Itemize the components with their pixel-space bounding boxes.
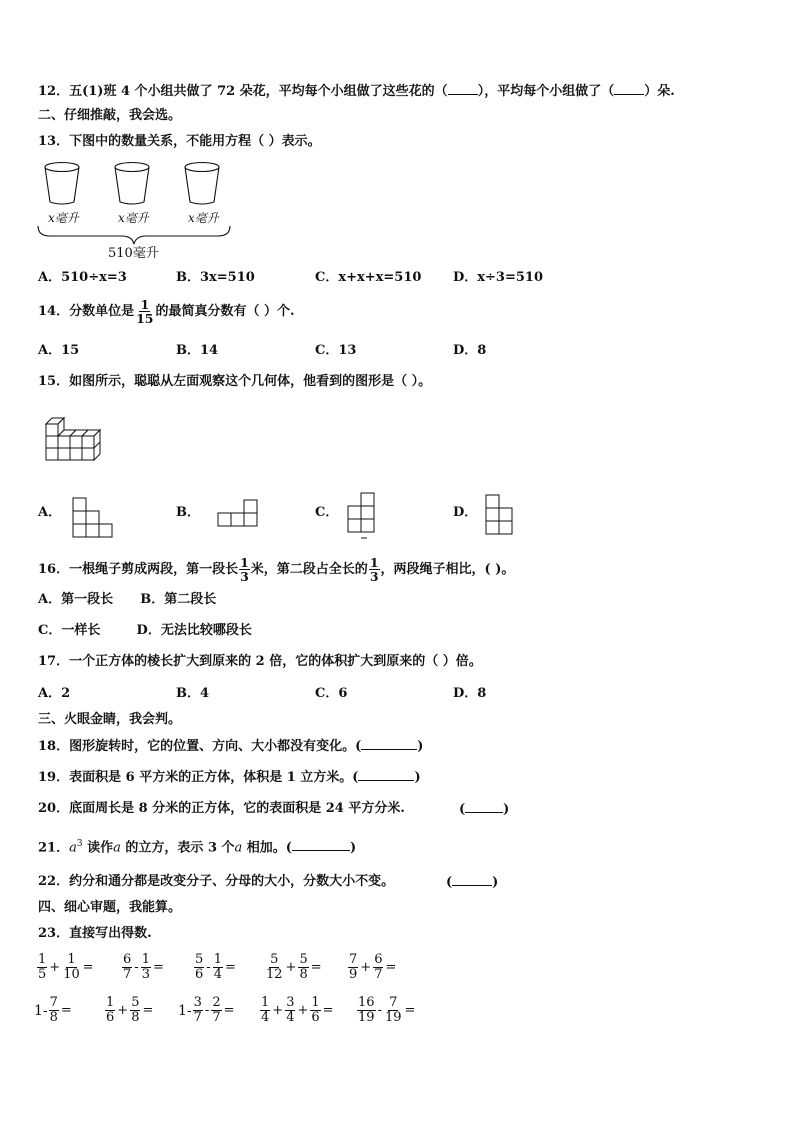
option-d[interactable]: D． xyxy=(453,505,478,520)
view-c-figure[interactable] xyxy=(347,492,379,540)
answer-blank[interactable] xyxy=(448,82,478,95)
options-ab[interactable]: A．第一段长 B．第二段长 xyxy=(38,592,217,607)
view-b-figure[interactable] xyxy=(217,499,263,529)
question-13-stem: 13．下图中的数量关系，不能用方程（ ）表示。 xyxy=(38,134,321,149)
total-label: 510毫升 xyxy=(108,246,159,261)
expression: 1- $\frac{7}{8}$ = xyxy=(34,995,72,1025)
expression: $\frac{5}{6}$ - $\frac{1}{4}$ = xyxy=(195,952,236,982)
option-d[interactable]: D．x÷3=510 xyxy=(453,270,543,285)
option-b[interactable]: B． xyxy=(176,505,200,520)
fraction: $\frac{1}{15}$ xyxy=(136,297,154,326)
fraction: $\frac{1}{3}$ xyxy=(369,555,379,584)
question-23-stem: 23．直接写出得数. xyxy=(38,926,152,941)
fraction: $\frac{1}{3}$ xyxy=(240,555,249,584)
cup-icon xyxy=(185,163,219,205)
cup-icon xyxy=(45,163,79,205)
cup-icon xyxy=(115,163,149,205)
answer-blank[interactable] xyxy=(358,768,414,781)
cup-label: x毫升 xyxy=(118,211,149,225)
question-16-stem: 16．一根绳子剪成两段，第一段长 $\frac{1}{3}$ 米，第二段占全长的 $\frac{1}{3}$ ，两段绳子相比，( )。 xyxy=(38,555,515,584)
question-15-stem: 15．如图所示，聪聪从左面观察这个几何体，他看到的图形是（ ）。 xyxy=(38,374,432,389)
answer-paren[interactable]: ( ) xyxy=(459,802,510,817)
question-20: 20．底面周长是 8 分米的正方体，它的表面积是 24 平方分米. ( ) xyxy=(38,801,510,817)
option-c[interactable]: C．6 xyxy=(315,686,348,701)
option-c[interactable]: C．x+x+x=510 xyxy=(315,270,422,285)
view-d-figure[interactable] xyxy=(485,494,517,538)
expression: $\frac{1}{5}$ + $\frac{1}{10}$ = xyxy=(38,952,94,982)
option-b[interactable]: B．3x=510 xyxy=(176,270,255,285)
cup-label: x毫升 xyxy=(188,211,219,225)
answer-blank[interactable] xyxy=(614,82,644,95)
option-a[interactable]: A．510÷x=3 xyxy=(38,270,127,285)
question-14-stem: 14．分数单位是 $\frac{1}{15}$ 的最简真分数有（ ）个. xyxy=(38,297,295,326)
answer-blank[interactable] xyxy=(292,838,350,851)
option-c[interactable]: C． xyxy=(315,505,339,520)
expression: $\frac{16}{19}$ - $\frac{7}{19}$ = xyxy=(358,995,416,1025)
question-19: 19．表面积是 6 平方米的正方体，体积是 1 立方米。( ) xyxy=(38,770,421,785)
option-c[interactable]: C．13 xyxy=(315,343,357,358)
question-12: 12．五(1)班 4 个小组共做了 72 朵花，平均每个小组做了这些花的（ ），平均每个小组做了（ ）朵. xyxy=(38,84,675,99)
question-22: 22．约分和通分都是改变分子、分母的大小，分数大小不变。 ( ) xyxy=(38,874,499,890)
question-18: 18．图形旋转时，它的位置、方向、大小都没有变化。( ) xyxy=(38,739,424,754)
brace xyxy=(38,226,230,244)
cube-solid-figure xyxy=(44,414,114,474)
question-21: 21．$a^3$ 读作a 的立方，表示 3 个a 相加。( ) xyxy=(38,839,357,856)
section-3-heading: 三、火眼金睛，我会判。 xyxy=(38,712,182,727)
expression: $\frac{1}{6}$ + $\frac{5}{8}$ = xyxy=(106,995,154,1025)
expression: $\frac{7}{9}$ + $\frac{6}{7}$ = xyxy=(349,952,397,982)
options-cd[interactable]: C．一样长 D．无法比较哪段长 xyxy=(38,623,252,638)
expression: 1- $\frac{3}{7}$ - $\frac{2}{7}$ = xyxy=(178,995,235,1025)
option-a[interactable]: A． xyxy=(38,505,62,520)
section-2-heading: 二、仔细推敲，我会选。 xyxy=(38,108,182,123)
expression: $\frac{6}{7}$ - $\frac{1}{3}$ = xyxy=(123,952,164,982)
question-17-stem: 17．一个正方体的棱长扩大到原来的 2 倍，它的体积扩大到原来的（ ）倍。 xyxy=(38,654,482,669)
section-4-heading: 四、细心审题，我能算。 xyxy=(38,900,182,915)
option-a[interactable]: A．2 xyxy=(38,686,71,701)
option-b[interactable]: B．4 xyxy=(176,686,210,701)
view-a-figure[interactable] xyxy=(72,497,116,539)
answer-paren[interactable]: ( ) xyxy=(446,875,499,890)
option-b[interactable]: B．14 xyxy=(176,343,219,358)
option-d[interactable]: D．8 xyxy=(453,686,487,701)
expression: $\frac{1}{4}$ + $\frac{3}{4}$ + $\frac{1}{6}$ = xyxy=(261,995,334,1025)
option-a[interactable]: A．15 xyxy=(38,343,80,358)
expression: $\frac{5}{12}$ + $\frac{5}{8}$ = xyxy=(266,952,322,982)
answer-blank[interactable] xyxy=(361,737,417,750)
option-d[interactable]: D．8 xyxy=(453,343,487,358)
cup-label: x毫升 xyxy=(48,211,79,225)
